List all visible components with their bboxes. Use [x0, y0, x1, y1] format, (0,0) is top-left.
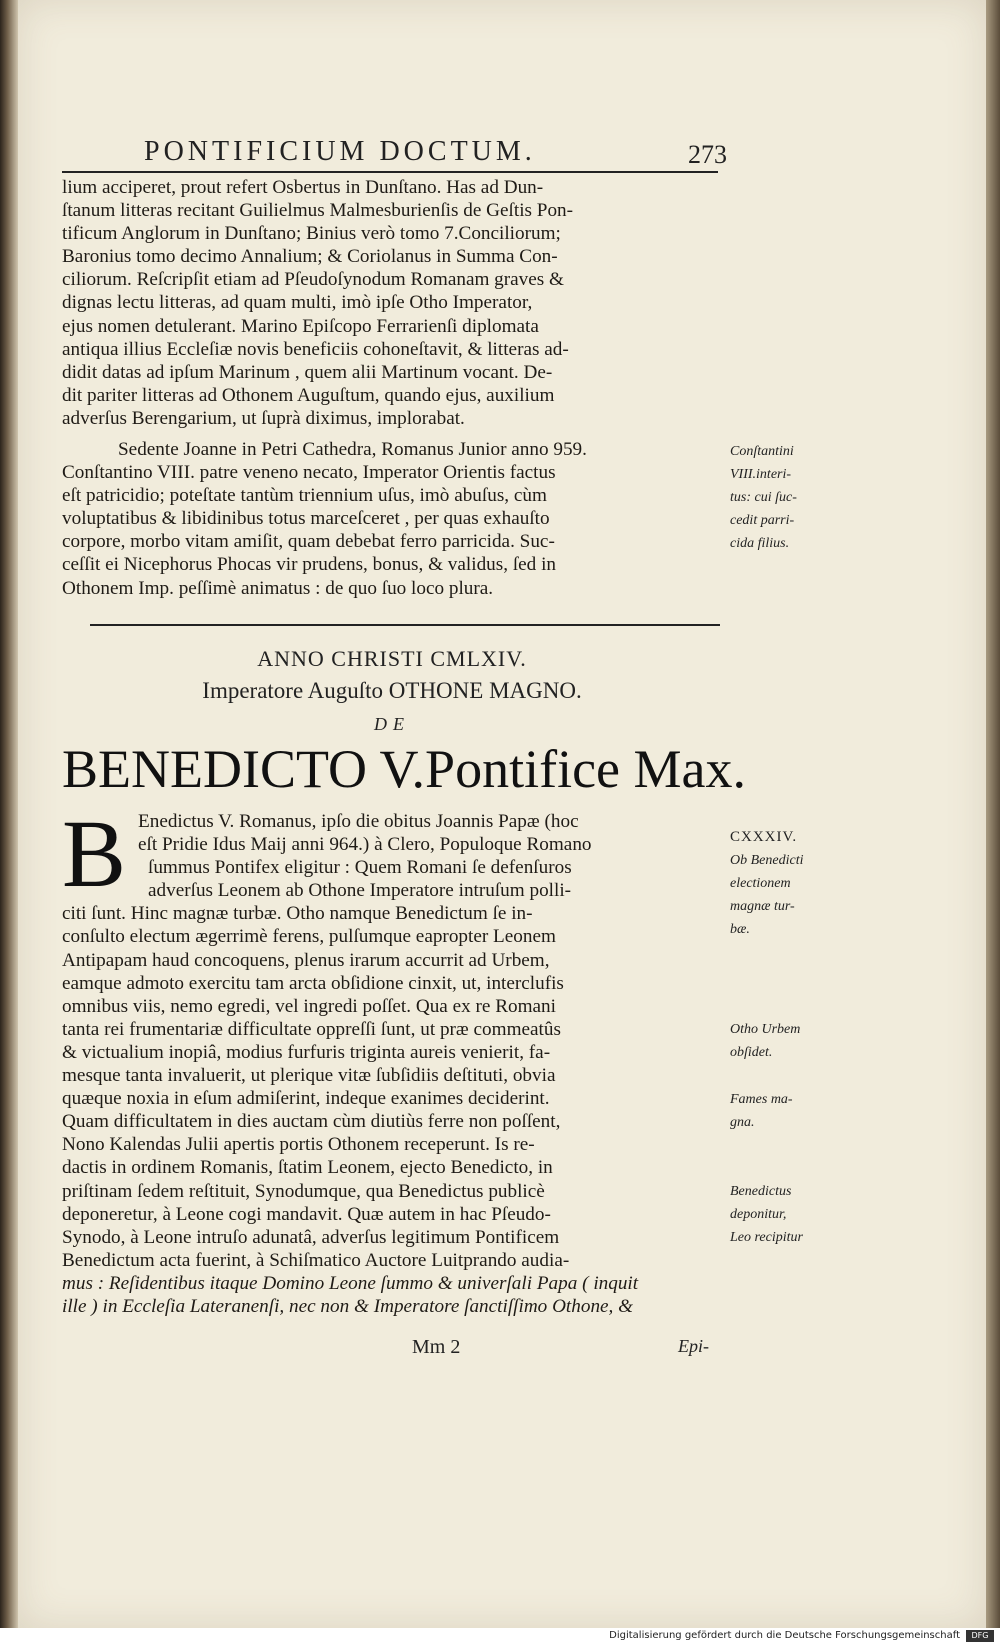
text-line: citi ſunt. Hinc magnæ turbæ. Otho namque Benedictum ſe in-: [62, 903, 533, 925]
header-rule: [62, 171, 718, 173]
pope-title: BENEDICTO V.Pontifice Max.: [62, 739, 746, 799]
margin-note-line: gna.: [730, 1115, 755, 1130]
text-line: ejus nomen detulerant. Marino Epiſcopo Ferrarienſi diplomata: [62, 315, 539, 337]
text-line: omnibus viis, nemo egredi, vel ingredi poſſet. Qua ex re Romani: [62, 995, 556, 1017]
text-line: adverſus Berengarium, ut ſuprà diximus, implorabat.: [62, 407, 465, 429]
text-line: Nono Kalendas Julii apertis portis Othonem receperunt. Is re-: [62, 1134, 535, 1156]
emperor-heading: Imperatore Auguſto OTHONE MAGNO.: [202, 678, 582, 703]
margin-note-line: Benedictus: [730, 1184, 792, 1199]
text-line: tanta rei frumentariæ difficultate oppreſſi ſunt, ut præ commeatûs: [62, 1018, 561, 1040]
page-edge: [986, 0, 1000, 1628]
text-line: Baronius tomo decimo Annalium; & Coriolanus in Summa Con-: [62, 246, 558, 268]
margin-note-line: tus: cui ſuc-: [730, 490, 797, 505]
text-line: corpore, morbo vitam amiſit, quam debebat ferro parricida. Suc-: [62, 531, 555, 553]
text-line: deponeretur, à Leone cogi mandavit. Quæ autem in hac Pſeudo-: [62, 1203, 551, 1225]
top-paragraph: [62, 176, 722, 430]
text-line: ſtanum litteras recitant Guilielmus Malmesburienſis de Geſtis Pon-: [62, 200, 574, 222]
text-line: Enedictus V. Romanus, ipſo die obitus Joannis Papæ (hoc: [138, 811, 579, 832]
running-head: PONTIFICIUM DOCTUM.: [144, 136, 536, 167]
margin-note-line: deponitur,: [730, 1207, 787, 1222]
drop-cap-initial: B: [62, 800, 127, 907]
de-label: DE: [374, 714, 410, 734]
margin-note-constantini: [730, 440, 840, 555]
second-paragraph: [62, 438, 722, 600]
margin-note-otho: [730, 1018, 840, 1064]
margin-note-line: magnæ tur-: [730, 899, 795, 914]
text-line: lium acciperet, prout refert Osbertus in Dunſtano. Has ad Dun-: [62, 177, 544, 198]
year-heading: ANNO CHRISTI CMLXIV.: [257, 646, 527, 671]
text-line: ſummus Pontifex eligitur : Quem Romani ſe defenſuros: [148, 857, 572, 879]
margin-note-line: cedit parri-: [730, 513, 795, 528]
text-line: eſt Pridie Idus Maij anni 964.) à Clero, Populoque Romano: [138, 834, 592, 856]
margin-note-line: Conſtantini: [730, 444, 794, 459]
margin-note-line: obſidet.: [730, 1045, 773, 1060]
text-line: conſulto electum ægerrimè ferens, pulſumque eapropter Leonem: [62, 926, 556, 948]
margin-note-fames: [730, 1088, 840, 1134]
footer-credit: Digitalisierung gefördert durch die Deutsche Forschungsgemeinschaft: [609, 1630, 960, 1641]
text-line: ciliorum. Reſcripſit etiam ad Pſeudoſynodum Romanam graves &: [62, 269, 564, 291]
text-line: Othonem Imp. peſſimè animatus : de quo ſuo loco plura.: [62, 577, 494, 599]
text-line: Conſtantino VIII. patre veneno necato, Imperator Orientis factus: [62, 462, 556, 484]
book-gutter: [0, 0, 18, 1644]
text-line: ille ) in Eccleſia Lateranenſi, nec non & Imperatore ſanctiſſimo Othone, &: [62, 1295, 634, 1317]
margin-note-line: Ob Benedicti: [730, 853, 804, 868]
text-line: mesque tanta invaluerit, ut plerique vitæ ſubſidiis deſtituti, obvia: [62, 1065, 556, 1087]
catchword: Epi-: [678, 1336, 709, 1356]
text-line: adverſus Leonem ab Othone Imperatore intruſum polli-: [148, 880, 572, 902]
footer-bar: [0, 1628, 1000, 1644]
text-line: dignas lectu litteras, ad quam multi, imò ipſe Otho Imperator,: [62, 292, 533, 314]
text-line: didit datas ad ipſum Marinum , quem alii Martinum vocant. De-: [62, 361, 553, 383]
text-line: Sedente Joanne in Petri Cathedra, Romanus Junior anno 959.: [118, 439, 587, 460]
text-line: tificum Anglorum in Dunſtano; Binius verò tomo 7.Conciliorum;: [62, 223, 561, 245]
text-line: quæque noxia in eſum admiſerint, indeque exanimes deciderint.: [62, 1088, 550, 1110]
signature-mark: Mm 2: [412, 1336, 461, 1358]
text-line: eamque admoto exercitu tam arcta obſidione cinxit, ut, interclufis: [62, 972, 564, 994]
margin-note-line: bæ.: [730, 922, 750, 937]
text-line: ceſſit ei Nicephorus Phocas vir prudens, bonus, & validus, ſed in: [62, 554, 556, 576]
text-line: antiqua illius Eccleſiæ novis beneficiis cohoneſtavit, & litteras ad-: [62, 338, 569, 360]
section-rule: [90, 624, 720, 626]
margin-note-deponitur: [730, 1180, 840, 1249]
text-line: mus : Reſidentibus itaque Domino Leone ſummo & univerſali Papa ( inquit: [62, 1272, 639, 1294]
text-line: Antipapam haud concoquens, plenus irarum accurrit ad Urbem,: [62, 949, 550, 971]
chapter-marker: CXXXIV.: [730, 829, 798, 845]
text-line: eſt patricidio; poteſtate tantùm triennium uſus, imò abuſus, cùm: [62, 485, 547, 507]
margin-note-benedicti: [730, 826, 840, 941]
text-line: Synodo, à Leone intruſo adunatâ, adverſus legitimum Pontificem: [62, 1226, 560, 1248]
dfg-logo: DFG: [966, 1630, 994, 1642]
text-line: & victualium inopiâ, modius furfuris triginta aureis venierit, fa-: [62, 1041, 551, 1063]
benedict-paragraph: [62, 810, 722, 1318]
margin-note-line: electionem: [730, 876, 791, 891]
margin-note-line: Fames ma-: [730, 1092, 793, 1107]
text-line: voluptatibus & libidinibus totus marceſceret , per quas exhauſto: [62, 508, 550, 530]
margin-note-line: VIII.interi-: [730, 467, 792, 482]
margin-note-line: Otho Urbem: [730, 1022, 801, 1037]
text-line: Quam difficultatem in dies auctam cùm diutiùs ferre non poſſent,: [62, 1111, 561, 1133]
text-line: dit pariter litteras ad Othonem Auguſtum, quando ejus, auxilium: [62, 384, 555, 406]
text-line: Benedictum acta fuerint, à Schiſmatico Auctore Luitprando audia-: [62, 1249, 570, 1271]
margin-note-line: cida filius.: [730, 536, 790, 551]
page-number: 273: [688, 140, 727, 169]
text-line: dactis in ordinem Romanis, ſtatim Leonem, ejecto Benedicto, in: [62, 1157, 553, 1179]
margin-note-line: Leo recipitur: [730, 1230, 803, 1245]
text-line: priſtinam ſedem reſtituit, Synodumque, qua Benedictus publicè: [62, 1180, 545, 1202]
